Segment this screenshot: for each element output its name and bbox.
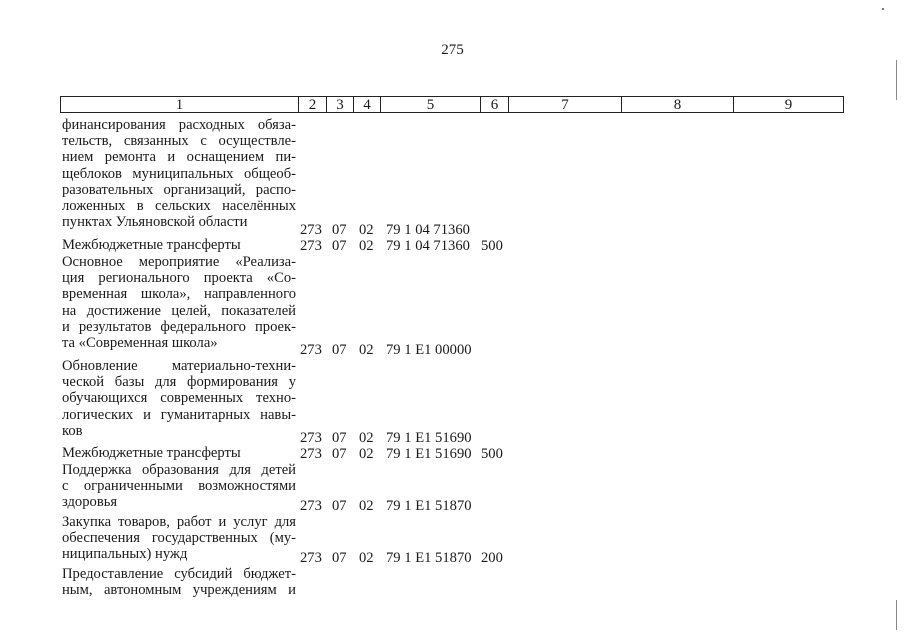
description-line: ков xyxy=(62,422,83,439)
cell-col-4: 02 xyxy=(359,342,374,358)
cell-col-3: 07 xyxy=(332,498,347,514)
cell-col-5: 79 1 E1 51870 xyxy=(386,550,472,566)
description-line: нием ремонта и оснащением пи- xyxy=(62,149,296,166)
scan-speck xyxy=(882,8,884,10)
cell-col-6: 500 xyxy=(481,238,503,254)
description-line: обучающихся современных техно- xyxy=(62,390,296,407)
cell-col-2: 273 xyxy=(300,222,322,238)
header-col-5: 5 xyxy=(380,96,480,113)
cell-col-5: 79 1 04 71360 xyxy=(386,238,470,254)
cell-col-3: 07 xyxy=(332,550,347,566)
description-line: на достижение целей, показателей xyxy=(62,302,296,319)
description-line: здоровья xyxy=(62,494,118,511)
row-description xyxy=(62,117,296,230)
page-number: 275 xyxy=(441,42,464,58)
cell-col-3: 07 xyxy=(332,222,347,238)
row-description xyxy=(62,566,296,598)
header-col-6: 6 xyxy=(480,96,508,113)
description-line: временная школа», направленного xyxy=(62,286,296,303)
row-description xyxy=(62,358,296,439)
description-line: та «Современная школа» xyxy=(62,335,218,352)
cell-col-4: 02 xyxy=(359,498,374,514)
description-line: тельств, связанных с осуществле- xyxy=(62,133,296,150)
description-line: разовательных организаций, распо- xyxy=(62,181,296,198)
row-description xyxy=(62,237,296,253)
row-description xyxy=(62,462,296,511)
header-col-1: 1 xyxy=(60,96,298,113)
cell-col-3: 07 xyxy=(332,446,347,462)
cell-col-2: 273 xyxy=(300,498,322,514)
cell-col-3: 07 xyxy=(332,342,347,358)
header-col-9: 9 xyxy=(733,96,844,113)
cell-col-3: 07 xyxy=(332,430,347,446)
description-line: ложенных в сельских населённых xyxy=(62,198,296,215)
cell-col-6: 200 xyxy=(481,550,503,566)
cell-col-4: 02 xyxy=(359,430,374,446)
scan-edge-mark xyxy=(896,600,897,630)
row-description xyxy=(62,445,296,461)
description-line: Предоставление субсидий бюджет- xyxy=(62,566,296,582)
header-col-3: 3 xyxy=(326,96,353,113)
description-line: и результатов федерального проек- xyxy=(62,318,296,335)
description-line: ным, автономным учреждениям и xyxy=(62,582,296,599)
cell-col-2: 273 xyxy=(300,550,322,566)
description-line: ческой базы для формирования у xyxy=(62,374,296,391)
description-line: Поддержка образования для детей xyxy=(62,462,296,478)
cell-col-5: 79 1 E1 51690 xyxy=(386,430,472,446)
description-line: обеспечения государственных (му- xyxy=(62,530,296,547)
cell-col-2: 273 xyxy=(300,238,322,254)
description-line: логических и гуманитарных навы- xyxy=(62,406,296,423)
description-line: Основное мероприятие «Реализа- xyxy=(62,254,296,270)
description-line: Межбюджетные трансферты xyxy=(62,237,241,253)
description-line: пунктах Ульяновской области xyxy=(62,214,248,231)
description-line: ниципальных) нужд xyxy=(62,546,188,563)
cell-col-3: 07 xyxy=(332,238,347,254)
description-line: ция регионального проекта «Со- xyxy=(62,270,296,287)
cell-col-5: 79 1 E1 00000 xyxy=(386,342,472,358)
cell-col-2: 273 xyxy=(300,342,322,358)
cell-col-2: 273 xyxy=(300,430,322,446)
cell-col-2: 273 xyxy=(300,446,322,462)
header-col-7: 7 xyxy=(508,96,621,113)
description-line: Обновление материально-техни- xyxy=(62,358,296,374)
cell-col-5: 79 1 E1 51690 xyxy=(386,446,472,462)
cell-col-4: 02 xyxy=(359,238,374,254)
cell-col-4: 02 xyxy=(359,550,374,566)
cell-col-6: 500 xyxy=(481,446,503,462)
description-line: с ограниченными возможностями xyxy=(62,478,296,495)
description-line: щеблоков муниципальных общеоб- xyxy=(62,165,296,182)
header-col-4: 4 xyxy=(353,96,380,113)
cell-col-5: 79 1 E1 51870 xyxy=(386,498,472,514)
description-line: Закупка товаров, работ и услуг для xyxy=(62,514,296,530)
row-description xyxy=(62,254,296,351)
cell-col-5: 79 1 04 71360 xyxy=(386,222,470,238)
cell-col-4: 02 xyxy=(359,446,374,462)
row-description xyxy=(62,514,296,563)
description-line: Межбюджетные трансферты xyxy=(62,445,241,461)
header-col-2: 2 xyxy=(298,96,326,113)
cell-col-4: 02 xyxy=(359,222,374,238)
scan-edge-mark xyxy=(896,60,897,100)
header-col-8: 8 xyxy=(621,96,733,113)
description-line: финансирования расходных обяза- xyxy=(62,117,296,133)
